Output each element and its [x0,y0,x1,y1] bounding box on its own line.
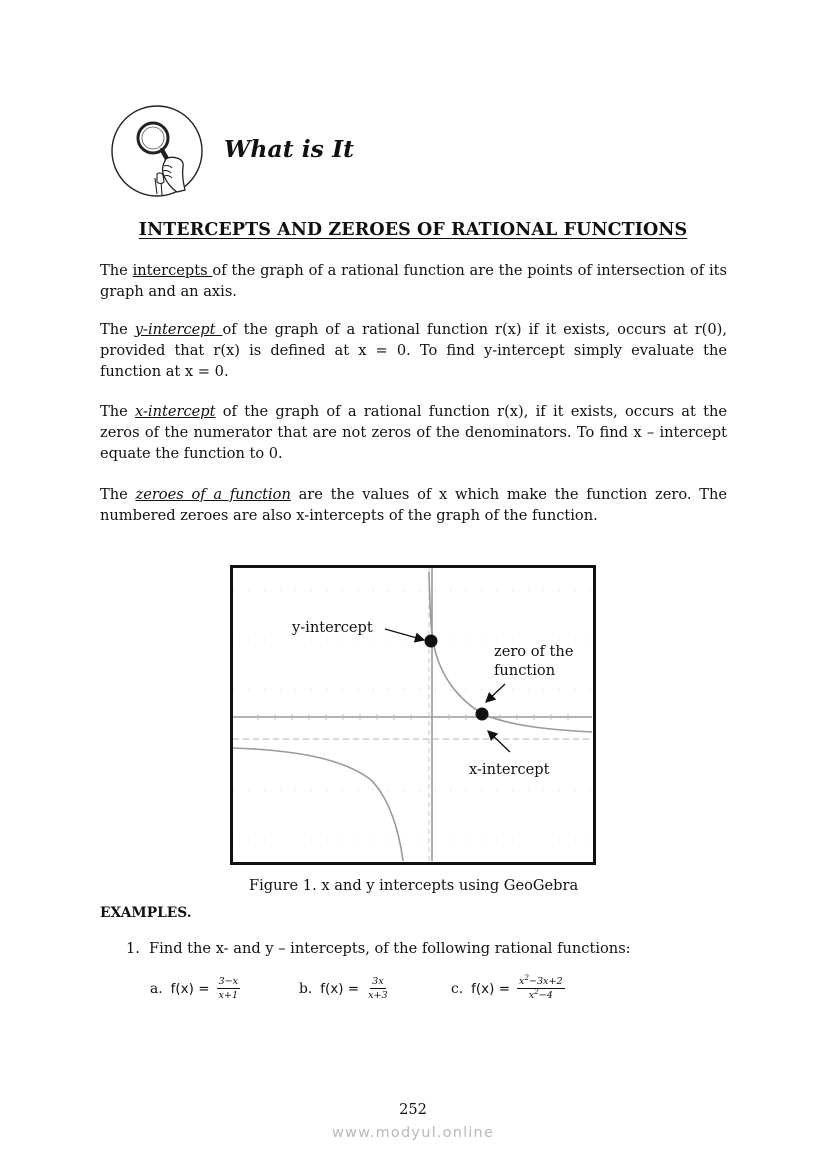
section-header [111,104,431,200]
term-y-intercept: y-intercept [134,321,223,338]
watermark: www.modyul.online [331,1125,495,1141]
paragraph-x-intercept: The x-intercept of the graph of a rational function r(x), if it exists, occurs at the zeros of the numerator that are not zeros of the denominators. To find x – intercept equate the function to 0. [100,403,727,462]
fraction-a: $\frac{3-x}{x+1}$ [218,976,239,1001]
fraction-b: $\frac{3x}{x+3}$ [368,976,388,1001]
arrow-to-zero [486,684,505,702]
function-b: b. f(x) = $\frac{3x}{x+3}$ [299,976,388,1001]
header-title: What is It [224,135,354,163]
page-number: 252 [399,1101,427,1118]
example-item-1: 1. Find the x- and y – intercepts, of the following rational functions: [126,940,631,957]
arrow-to-y-intercept [385,629,424,640]
function-a: a. f(x) = $\frac{3-x}{x+1}$ [150,976,239,1001]
arrow-to-x-intercept [488,731,510,752]
term-zeroes-of-a-function: zeroes of a function [135,486,291,503]
magnifying-glass-hand-icon [111,104,205,198]
x-intercept-point [476,708,489,721]
curve-left-branch [233,748,403,861]
paragraph-intercepts: The intercepts of the graph of a rational function are the points of intersection of its graph and an axis. [100,262,727,300]
rational-function-graph [233,568,592,861]
geogebra-figure [230,565,596,865]
function-c: c. f(x) = $\frac{x^2-3x+2}{x^2-4}$ [451,973,563,1001]
fraction-c: $\frac{x^2-3x+2}{x^2-4}$ [519,973,563,1001]
label-zero-of-function: zero of the function [494,643,574,679]
figure-caption: Figure 1. x and y intercepts using GeoGebra [249,877,579,894]
term-intercepts: intercepts [132,262,213,279]
paragraph-zeroes: The zeroes of a function are the values of x which make the function zero. The numbered zeroes are also x-intercepts of the graph of the function. [100,486,727,524]
term-x-intercept: x-intercept [135,403,216,420]
y-intercept-point [425,635,438,648]
examples-heading: EXAMPLES. [100,905,192,921]
paragraph-y-intercept: The y-intercept of the graph of a rational function r(x) if it exists, occurs at r(0), provided that r(x) is defined at x = 0. To find y-intercept simply evaluate the function at x = 0. [100,321,727,380]
section-title: INTERCEPTS AND ZEROES OF RATIONAL FUNCTIONS [138,220,688,240]
label-y-intercept: y-intercept [292,619,373,636]
label-x-intercept: x-intercept [469,761,550,778]
